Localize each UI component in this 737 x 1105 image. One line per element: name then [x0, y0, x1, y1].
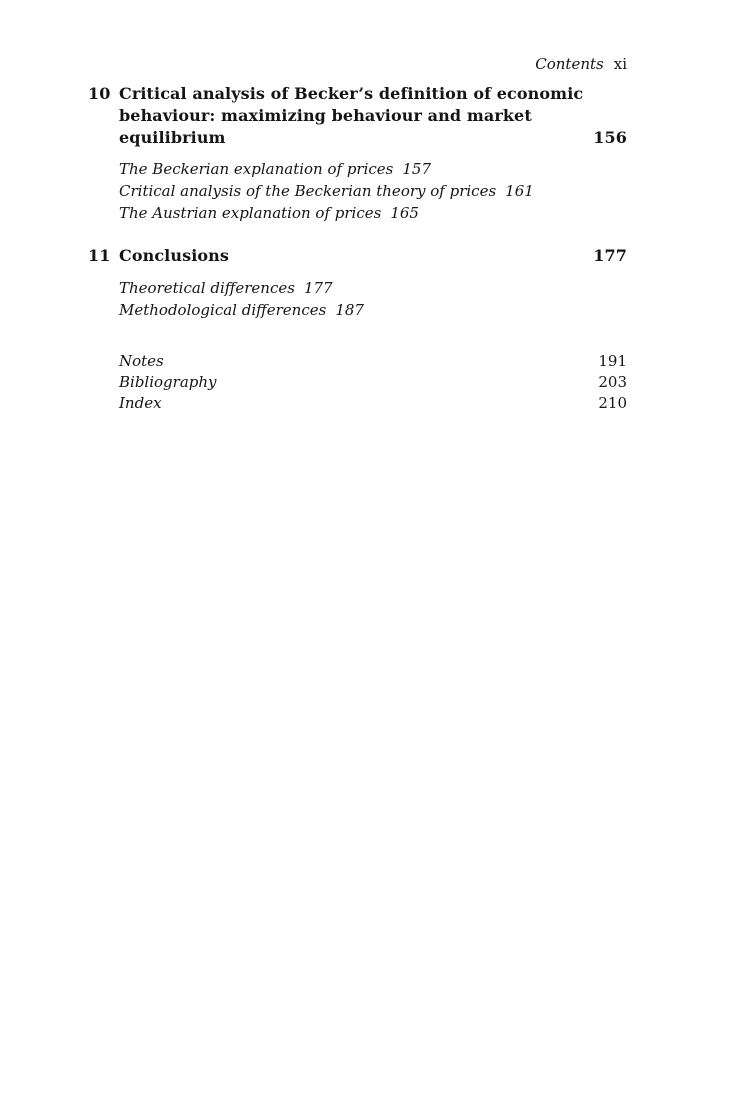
running-head: [88, 54, 627, 74]
chapter-title: [119, 245, 627, 267]
back-matter-label: Bibliography: [119, 373, 217, 391]
back-matter-row: [119, 393, 627, 414]
running-head-section: Contents: [535, 55, 604, 73]
subentry-row: [119, 299, 627, 321]
chapter-title-line: behaviour: maximizing behaviour and market: [119, 106, 532, 125]
subentry-label: The Beckerian explanation of prices: [119, 160, 394, 178]
subentry-page-number: 177: [303, 279, 333, 297]
back-matter-list: [119, 351, 627, 414]
back-matter-page-number: 210: [598, 394, 627, 412]
back-matter-row: [119, 372, 627, 393]
subentry-row: [119, 202, 627, 224]
subentry-page-number: 161: [505, 182, 534, 200]
chapter-title-line: equilibrium: [119, 128, 226, 147]
page-content: [88, 0, 627, 414]
chapter-11-subentries: [119, 277, 627, 321]
chapter-entry-body: [119, 245, 627, 267]
subentry-page-number: 157: [402, 160, 432, 178]
subentry-label: The Austrian explanation of prices: [119, 204, 382, 222]
back-matter-page-number: 191: [598, 352, 627, 370]
subentry-label: Methodological differences: [119, 301, 327, 319]
chapter-page-number: 177: [593, 246, 627, 265]
subentry-page-number: 187: [335, 301, 364, 319]
back-matter-label: Notes: [119, 352, 164, 370]
chapter-page-number: 156: [593, 128, 627, 147]
running-head-page-number: xi: [613, 55, 627, 73]
chapter-number: 10: [88, 84, 111, 103]
chapter-title: [119, 83, 627, 149]
chapter-number: 11: [88, 246, 111, 265]
chapter-title-line: Critical analysis of Becker’s definition of economic: [119, 84, 584, 103]
subentry-row: [119, 158, 627, 180]
back-matter-label: Index: [119, 394, 162, 412]
subentry-page-number: 165: [390, 204, 419, 222]
chapter-title-line: Conclusions: [119, 246, 229, 265]
subentry-row: [119, 180, 627, 202]
subentry-label: Critical analysis of the Beckerian theory of prices: [119, 182, 497, 200]
chapter-entry-body: [119, 83, 627, 149]
toc-entry-chapter-11: [88, 245, 627, 267]
chapter-10-subentries: [119, 158, 627, 224]
back-matter-page-number: 203: [598, 373, 627, 391]
subentry-row: [119, 277, 627, 299]
back-matter-row: [119, 351, 627, 372]
toc-entry-chapter-10: [88, 83, 627, 149]
subentry-label: Theoretical differences: [119, 279, 295, 297]
